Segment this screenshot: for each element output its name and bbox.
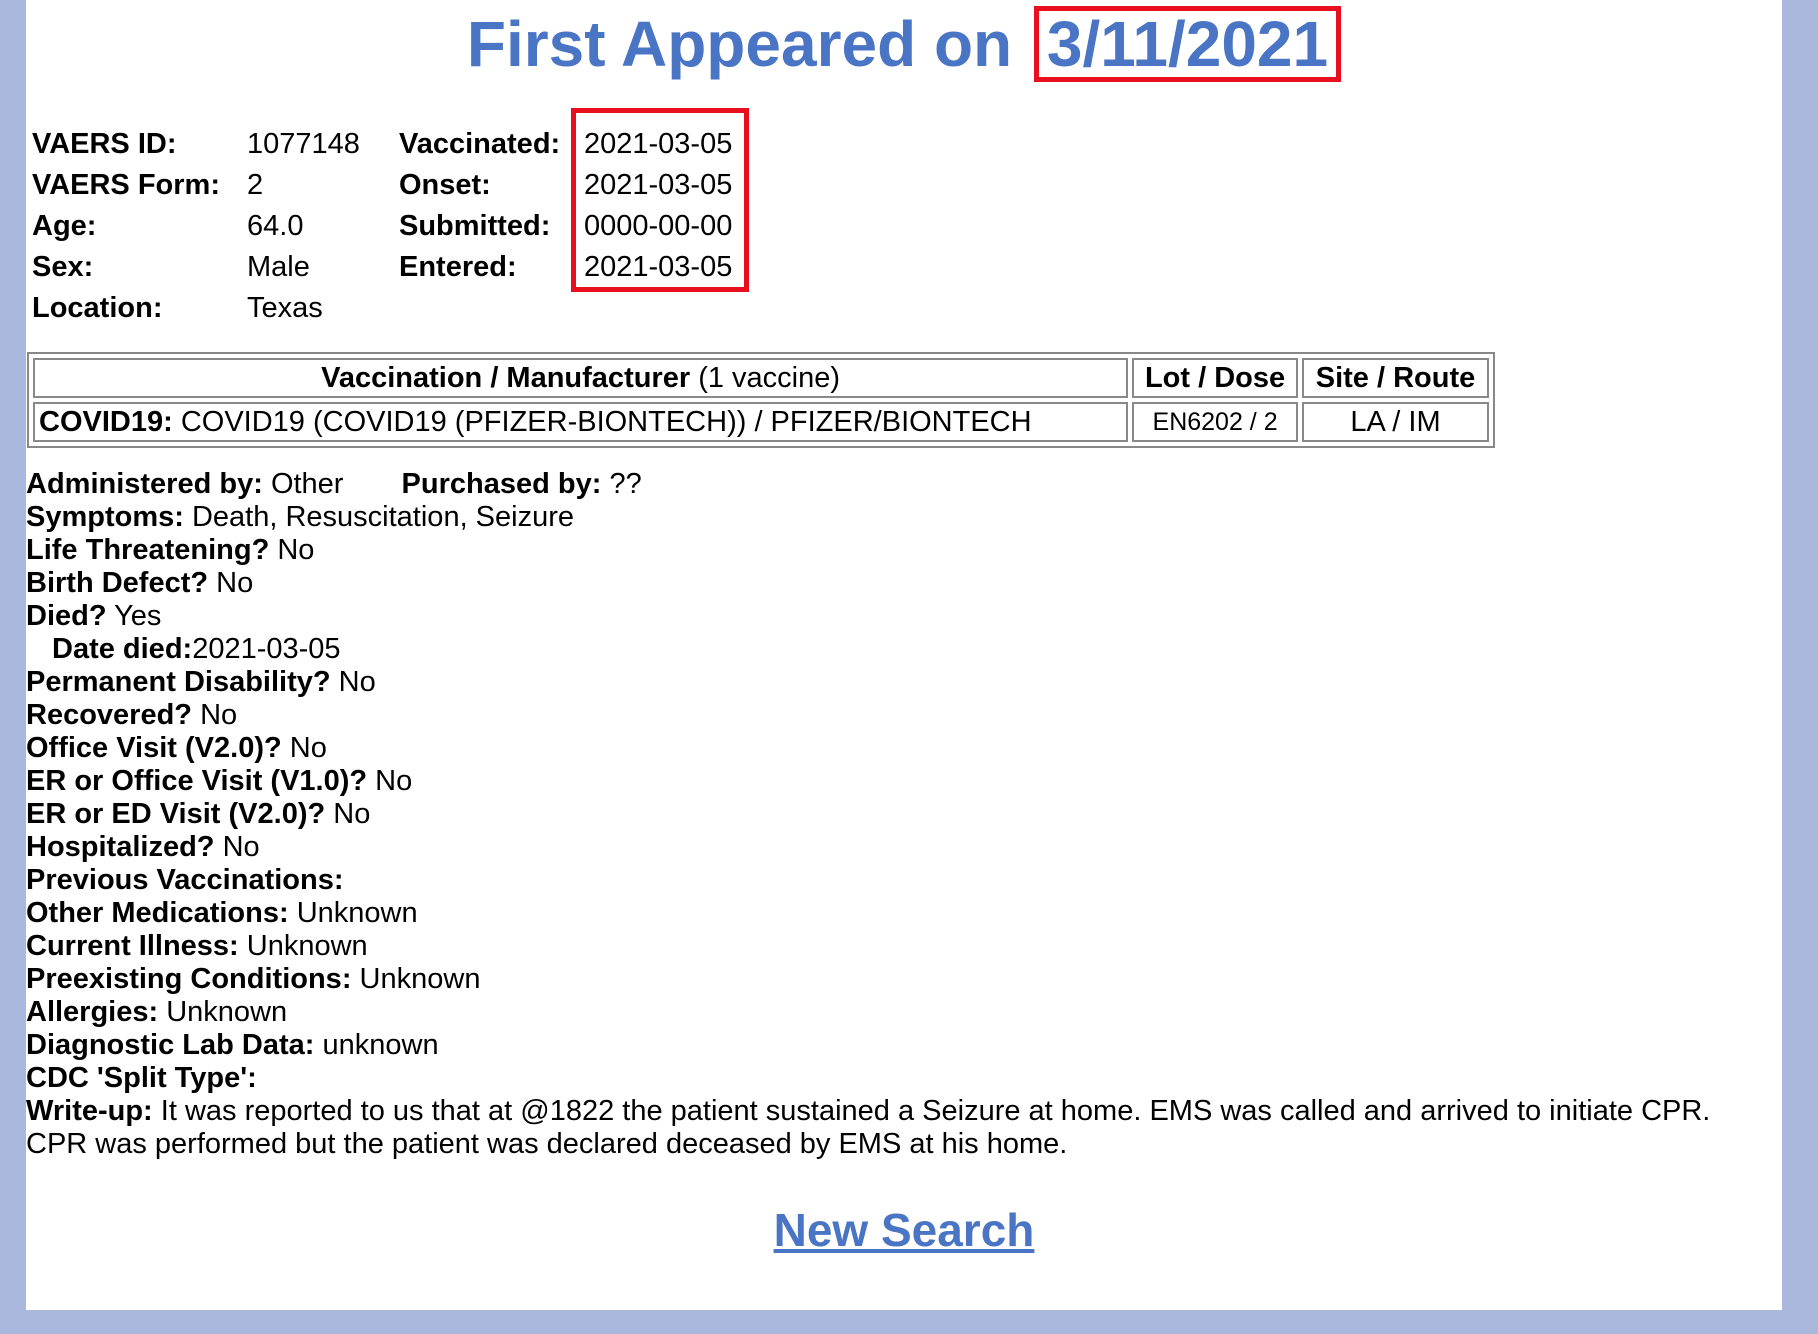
birth-defect-line xyxy=(26,567,1756,600)
office-visit-v2-line xyxy=(26,732,1756,765)
vaccine-description-cell xyxy=(33,402,1128,442)
current-illness-label: Current Illness: xyxy=(26,930,239,962)
previous-vaccinations-line xyxy=(26,864,1756,897)
submitted-value: 0000-00-00 xyxy=(584,210,733,242)
vaers-form-label: VAERS Form: xyxy=(32,169,220,201)
date-died-line xyxy=(26,633,1756,666)
new-search-link[interactable]: New Search xyxy=(773,1204,1035,1256)
er-office-visit-v1-label: ER or Office Visit (V1.0)? xyxy=(26,765,368,797)
diagnostic-lab-line xyxy=(26,1029,1756,1062)
er-office-visit-v1-value: No xyxy=(375,765,413,797)
hospitalized-line xyxy=(26,831,1756,864)
disability-label: Permanent Disability? xyxy=(26,666,331,698)
other-medications-value: Unknown xyxy=(296,897,418,929)
er-ed-visit-v2-label: ER or ED Visit (V2.0)? xyxy=(26,798,326,830)
page-title xyxy=(26,6,1782,82)
new-search-container xyxy=(26,1203,1782,1257)
date-died-value: 2021-03-05 xyxy=(192,633,341,665)
office-visit-v2-label: Office Visit (V2.0)? xyxy=(26,732,282,764)
vaccine-type: COVID19: xyxy=(39,405,173,438)
submitted-label: Submitted: xyxy=(399,210,551,242)
lot-dose-value: EN6202 / 2 xyxy=(1132,402,1298,442)
header-site-route: Site / Route xyxy=(1302,358,1489,398)
entered-value: 2021-03-05 xyxy=(584,251,733,283)
writeup-label: Write-up: xyxy=(26,1095,153,1127)
header-vaccination: Vaccination / Manufacturer xyxy=(321,361,691,394)
onset-value: 2021-03-05 xyxy=(584,169,733,201)
vaccine-table xyxy=(27,352,1495,448)
report-page xyxy=(26,0,1782,1310)
sex-value: Male xyxy=(247,251,310,283)
site-route-value: LA / IM xyxy=(1302,402,1489,442)
writeup-line xyxy=(26,1095,1756,1161)
table-row xyxy=(33,402,1489,442)
vaccine-table-header xyxy=(33,358,1489,398)
allergies-line xyxy=(26,996,1756,1029)
died-label: Died? xyxy=(26,600,107,632)
life-threatening-line xyxy=(26,534,1756,567)
administered-line xyxy=(26,468,1756,501)
life-threatening-label: Life Threatening? xyxy=(26,534,270,566)
split-type-label: CDC 'Split Type': xyxy=(26,1062,257,1094)
other-medications-line xyxy=(26,897,1756,930)
location-label: Location: xyxy=(32,292,163,324)
vaers-id-label: VAERS ID: xyxy=(32,128,177,160)
died-line xyxy=(26,600,1756,633)
administered-label: Administered by: xyxy=(26,468,263,500)
died-value: Yes xyxy=(114,600,162,632)
er-ed-visit-v2-line xyxy=(26,798,1756,831)
allergies-label: Allergies: xyxy=(26,996,159,1028)
administered-value: Other xyxy=(270,468,344,500)
header-lot-dose: Lot / Dose xyxy=(1132,358,1298,398)
writeup-text: It was reported to us that at @1822 the patient sustained a Seizure at home. EMS was called and arrived to initiate CPR. CPR was performed but the patient was declared deceased by EMS at his home. xyxy=(26,1095,1711,1160)
allergies-value: Unknown xyxy=(166,996,288,1028)
recovered-line xyxy=(26,699,1756,732)
office-visit-v2-value: No xyxy=(289,732,327,764)
header-vaccine-count: (1 vaccine) xyxy=(698,361,841,394)
preexisting-conditions-line xyxy=(26,963,1756,996)
vaers-id-value: 1077148 xyxy=(247,128,360,160)
age-label: Age: xyxy=(32,210,97,242)
hospitalized-label: Hospitalized? xyxy=(26,831,215,863)
current-illness-value: Unknown xyxy=(246,930,368,962)
recovered-value: No xyxy=(200,699,238,731)
title-prefix: First Appeared on xyxy=(466,8,1013,80)
hospitalized-value: No xyxy=(222,831,260,863)
current-illness-line xyxy=(26,930,1756,963)
sex-label: Sex: xyxy=(32,251,94,283)
preexisting-conditions-value: Unknown xyxy=(359,963,481,995)
recovered-label: Recovered? xyxy=(26,699,193,731)
birth-defect-label: Birth Defect? xyxy=(26,567,209,599)
details-block xyxy=(26,468,1756,1161)
previous-vaccinations-label: Previous Vaccinations: xyxy=(26,864,344,896)
symptoms-value: Death, Resuscitation, Seizure xyxy=(191,501,575,533)
location-value: Texas xyxy=(247,292,323,324)
birth-defect-value: No xyxy=(216,567,254,599)
date-died-label: Date died: xyxy=(52,633,193,665)
er-office-visit-v1-line xyxy=(26,765,1756,798)
diagnostic-lab-label: Diagnostic Lab Data: xyxy=(26,1029,315,1061)
diagnostic-lab-value: unknown xyxy=(322,1029,439,1061)
onset-label: Onset: xyxy=(399,169,491,201)
purchased-value: ?? xyxy=(609,468,642,500)
age-value: 64.0 xyxy=(247,210,304,242)
entered-label: Entered: xyxy=(399,251,517,283)
preexisting-conditions-label: Preexisting Conditions: xyxy=(26,963,352,995)
purchased-label: Purchased by: xyxy=(401,468,602,500)
header-vaccination-cell xyxy=(33,358,1128,398)
er-ed-visit-v2-value: No xyxy=(333,798,371,830)
vaccinated-label: Vaccinated: xyxy=(399,128,561,160)
split-type-line xyxy=(26,1062,1756,1095)
symptoms-label: Symptoms: xyxy=(26,501,184,533)
vaccine-description: COVID19 (COVID19 (PFIZER-BIONTECH)) / PFIZER/BIONTECH xyxy=(180,405,1032,438)
disability-value: No xyxy=(338,666,376,698)
vaers-form-value: 2 xyxy=(247,169,264,201)
symptoms-line xyxy=(26,501,1756,534)
other-medications-label: Other Medications: xyxy=(26,897,289,929)
first-appeared-date: 3/11/2021 xyxy=(1034,6,1341,82)
disability-line xyxy=(26,666,1756,699)
vaccinated-value: 2021-03-05 xyxy=(584,128,733,160)
life-threatening-value: No xyxy=(277,534,315,566)
